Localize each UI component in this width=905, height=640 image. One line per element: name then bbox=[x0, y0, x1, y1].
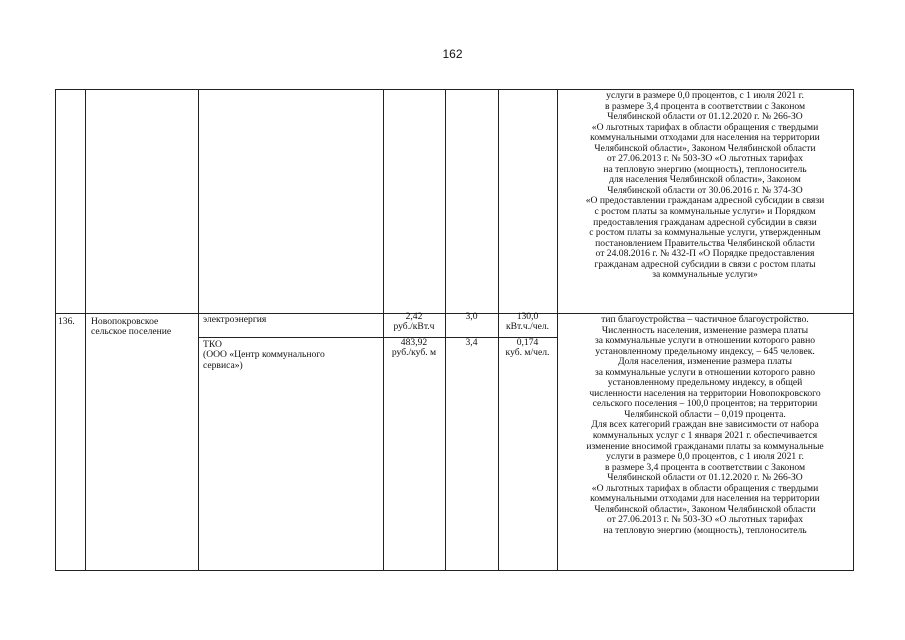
col-divider-settlement bbox=[198, 89, 199, 571]
note-line: Челябинской области», Законом Челябинской области bbox=[594, 504, 816, 515]
service-name bbox=[203, 315, 266, 325]
col-divider-number bbox=[85, 89, 86, 571]
note-line: Челябинской области от 01.12.2020 г. № 266-ЗО bbox=[607, 112, 803, 123]
note-line: «О предоставлении гражданам адресной субсидии в связи bbox=[585, 196, 825, 207]
table-border-right bbox=[853, 89, 854, 571]
notes-cell bbox=[557, 315, 853, 536]
index-value: 3,4 bbox=[465, 337, 478, 348]
table-border-top bbox=[55, 89, 854, 90]
note-line: Для всех категорий граждан вне зависимости от набора bbox=[591, 420, 819, 431]
note-line: для населения Челябинской области», Законом bbox=[609, 175, 801, 186]
note-line: Челябинской области от 30.06.2016 г. № 374-ЗО bbox=[607, 185, 803, 196]
note-line: гражданам адресной субсидии в связи с ростом платы bbox=[594, 259, 816, 270]
tariff-amount: 2,42 bbox=[405, 311, 423, 322]
service-name-line: (ООО «Центр коммунального bbox=[203, 349, 325, 361]
note-line: постановлением Правительства Челябинской области bbox=[595, 238, 815, 249]
note-line: изменение вносимой гражданами платы за коммунальные bbox=[586, 441, 824, 452]
volume-amount: 130,0 bbox=[516, 311, 539, 322]
note-line: Челябинской области – 0,019 процента. bbox=[624, 409, 786, 420]
note-line: Численность населения, изменение размера платы bbox=[601, 325, 809, 336]
page-number: 162 bbox=[442, 47, 463, 61]
note-line: Челябинской области от 01.12.2020 г. № 266-ЗО bbox=[607, 473, 803, 484]
service-name bbox=[203, 340, 325, 371]
volume-value bbox=[498, 338, 557, 359]
note-line: с ростом платы за коммунальные услуги» и Порядком bbox=[594, 207, 816, 218]
table-border-left bbox=[55, 89, 56, 571]
note-line: численности населения на территории Новопокровского bbox=[589, 388, 821, 399]
note-line: Челябинской области», Законом Челябинской области bbox=[594, 143, 816, 154]
volume-value bbox=[498, 312, 557, 333]
row-number: 136. bbox=[58, 316, 75, 327]
tariff-value bbox=[383, 312, 445, 333]
note-line: в размере 3,4 процента в соответствии с Законом bbox=[604, 462, 806, 473]
col-divider-tariff bbox=[445, 89, 446, 571]
note-line: от 24.08.2016 г. № 432-П «О Порядке предоставления bbox=[595, 249, 815, 260]
table-border-bottom bbox=[55, 570, 854, 571]
note-line: установленному предельному индексу, – 645 человек. bbox=[595, 346, 815, 357]
note-line: за коммунальные услуги в отношении которого равно bbox=[594, 336, 816, 347]
note-line: в размере 3,4 процента в соответствии с Законом bbox=[604, 101, 806, 112]
note-line: Доля населения, изменение размера платы bbox=[618, 357, 792, 368]
settlement-name bbox=[91, 317, 171, 338]
volume-amount: 0,174 bbox=[516, 337, 539, 348]
note-line: сельского поселения – 100,0 процентов; на территории bbox=[592, 399, 818, 410]
tariff-amount: 483,92 bbox=[400, 337, 428, 348]
note-line: от 27.06.2013 г. № 503-ЗО «О льготных тарифах bbox=[606, 515, 804, 526]
note-line: тип благоустройства – частичное благоустройство. bbox=[601, 315, 809, 325]
note-line: коммунальных услуг с 1 января 2021 г. обеспечивается bbox=[592, 431, 818, 442]
settlement-name-line: сельское поселение bbox=[91, 326, 172, 338]
note-line: за коммунальные услуги» bbox=[652, 270, 758, 281]
note-line: предоставления гражданам адресной субсидии в связи bbox=[593, 217, 817, 228]
note-line: на тепловую энергию (мощность), теплоноситель bbox=[603, 525, 807, 536]
note-line: коммунальными отходами для населения на территории bbox=[590, 494, 820, 505]
volume-unit: кВт.ч./чел. bbox=[505, 321, 550, 333]
note-line: «О льготных тарифах в области обращения с твердыми bbox=[591, 483, 819, 494]
tariff-value bbox=[383, 338, 445, 359]
note-line: услуги в размере 0,0 процентов, с 1 июля 2021 г. bbox=[606, 91, 804, 101]
note-line: «О льготных тарифах в области обращения с твердыми bbox=[591, 122, 819, 133]
tariff-unit: руб./куб. м bbox=[391, 347, 437, 359]
index-value: 3,0 bbox=[465, 311, 478, 322]
volume-unit: куб. м/чел. bbox=[505, 347, 550, 359]
service-name-line: сервиса») bbox=[203, 359, 243, 371]
service-name-line: электроэнергия bbox=[203, 314, 267, 325]
settlement-name-line: Новопокровское bbox=[91, 316, 159, 327]
tariff-unit: руб./кВт.ч bbox=[393, 321, 435, 333]
note-line: за коммунальные услуги в отношении которого равно bbox=[594, 367, 816, 378]
note-line: на тепловую энергию (мощность), теплоноситель bbox=[603, 164, 807, 175]
note-line: коммунальными отходами для населения на территории bbox=[590, 133, 820, 144]
note-line: от 27.06.2013 г. № 503-ЗО «О льготных тарифах bbox=[606, 154, 804, 165]
note-line: установленному предельному индексу, в общей bbox=[607, 378, 803, 389]
note-line: с ростом платы за коммунальные услуги, утвержденным bbox=[589, 228, 821, 239]
notes-cell-continued bbox=[557, 91, 853, 281]
note-line: услуги в размере 0,0 процентов, с 1 июля 2021 г. bbox=[606, 452, 804, 463]
service-name-line: ТКО bbox=[203, 339, 222, 350]
document-table bbox=[55, 89, 854, 571]
